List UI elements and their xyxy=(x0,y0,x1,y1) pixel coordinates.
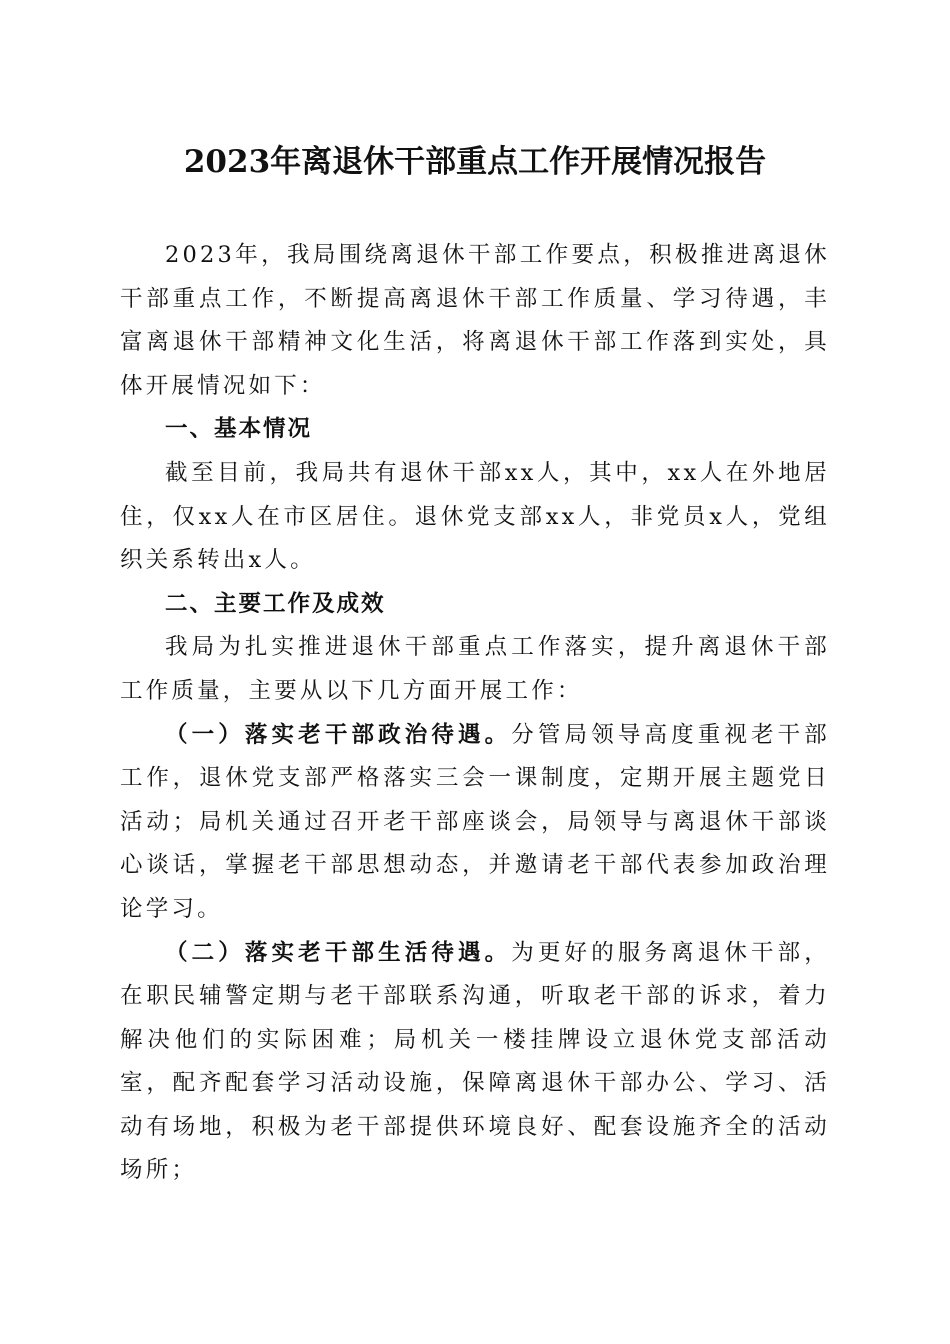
item-political-treatment xyxy=(120,714,830,932)
section-heading-main-work: 二、主要工作及成效 xyxy=(165,590,386,617)
item-living-treatment xyxy=(120,932,830,1194)
item-living-treatment-text: 为更好的服务离退休干部，在职民辅警定期与老干部联系沟通，听取老干部的诉求，着力解决他们的实际困难；局机关一楼挂牌设立退休党支部活动室，配齐配套学习活动设施，保障离退休干部办公、学习、活动有场地，积极为老干部提供环境良好、配套设施齐全的活动场所； xyxy=(120,939,830,1184)
section-heading-basic-situation: 一、基本情况 xyxy=(165,416,313,443)
document-title: 2023年离退休干部重点工作开展情况报告 xyxy=(183,144,767,180)
intro-paragraph: 2023年，我局围绕离退休干部工作要点，积极推进离退休干部重点工作，不断提高离退休干部工作质量、学习待遇，丰富离退休干部精神文化生活，将离退休干部工作落到实处，具体开展情况如下： xyxy=(120,242,830,399)
item-living-treatment-lead: （二）落实老干部生活待遇。 xyxy=(165,939,512,966)
main-work-paragraph: 我局为扎实推进退休干部重点工作落实，提升离退休干部工作质量，主要从以下几方面开展工作： xyxy=(120,634,830,704)
item-political-treatment-lead: （一）落实老干部政治待遇。 xyxy=(165,721,512,748)
document-body xyxy=(120,234,830,1193)
item-political-treatment-text: 分管局领导高度重视老干部工作，退休党支部严格落实三会一课制度，定期开展主题党日活动；局机关通过召开老干部座谈会，局领导与离退休干部谈心谈话，掌握老干部思想动态，并邀请老干部代表参加政治理论学习。 xyxy=(120,721,830,922)
basic-situation-paragraph: 截至目前，我局共有退休干部xx人，其中，xx人在外地居住，仅xx人在市区居住。退休党支部xx人，非党员x人，党组织关系转出x人。 xyxy=(120,459,830,574)
